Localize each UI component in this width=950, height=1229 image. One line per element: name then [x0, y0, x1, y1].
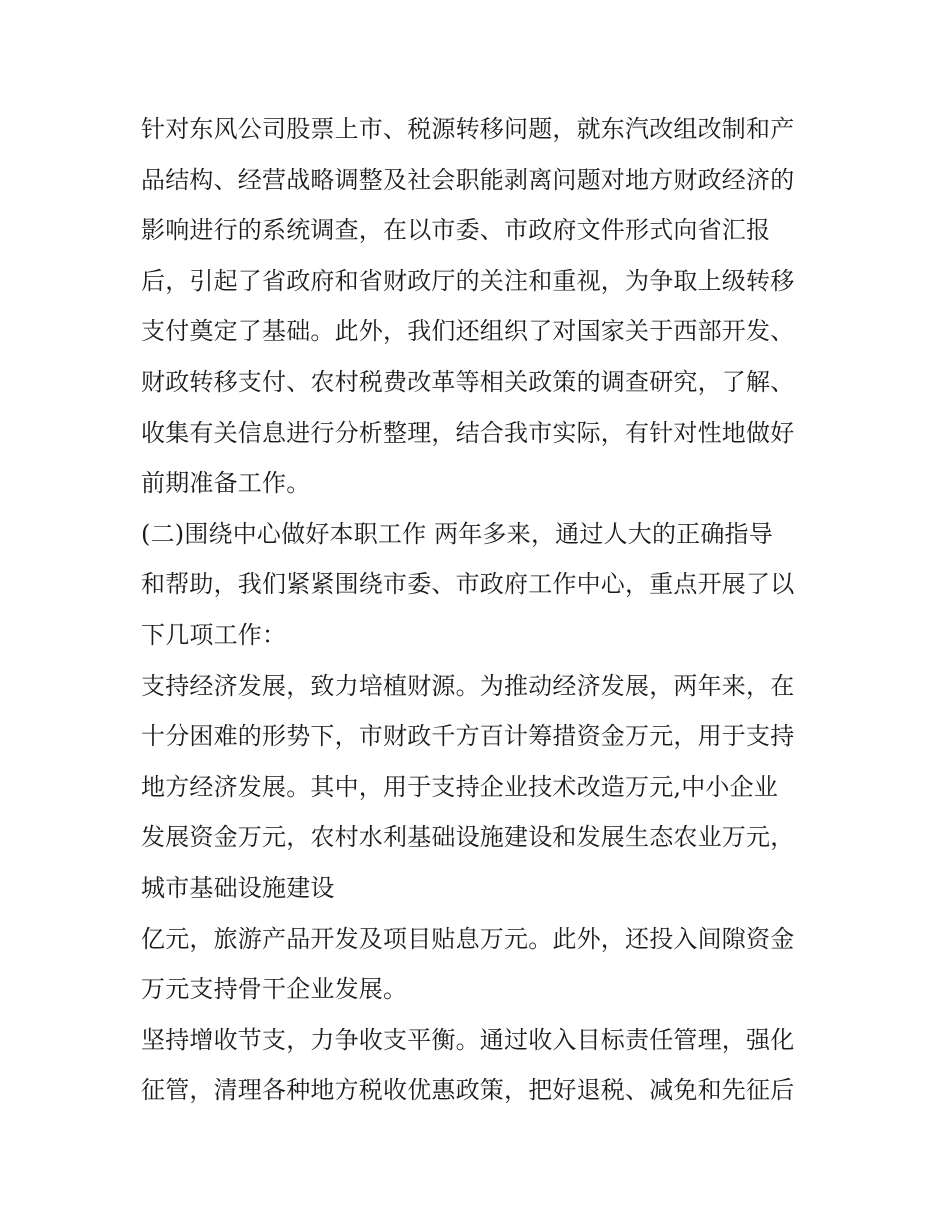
text-line: 亿元，旅游产品开发及项目贴息万元。此外，还投入间隙资金: [141, 924, 795, 953]
text-line: 下几项工作：: [141, 620, 287, 649]
section-heading-line: (二)围绕中心做好本职工作 两年多来，通过人大的正确指导: [141, 519, 773, 548]
text-line: 坚持增收节支，力争收支平衡。通过收入目标责任管理，强化: [141, 1025, 795, 1054]
text-line: 发展资金万元，农村水利基础设施建设和发展生态农业万元，: [141, 823, 795, 852]
text-line: 针对东风公司股票上市、税源转移问题，就东汽改组改制和产: [141, 115, 795, 143]
text-line: 后，引起了省政府和省财政厅的关注和重视，为争取上级转移: [141, 266, 795, 295]
text-line: 收集有关信息进行分析整理，结合我市实际，有针对性地做好: [141, 418, 795, 447]
text-line: 十分困难的形势下，市财政千方百计筹措资金万元，用于支持: [141, 722, 795, 751]
text-line: 品结构、经营战略调整及社会职能剥离问题对地方财政经济的: [141, 165, 795, 194]
text-line: 影响进行的系统调查，在以市委、市政府文件形式向省汇报: [141, 216, 771, 245]
text-line: 和帮助，我们紧紧围绕市委、市政府工作中心，重点开展了以: [141, 570, 795, 599]
text-line: 前期准备工作。: [141, 469, 311, 498]
text-line: 征管，清理各种地方税收优惠政策，把好退税、减免和先征后: [141, 1076, 795, 1105]
text-line: 万元支持骨干企业发展。: [141, 975, 408, 1004]
text-line: 地方经济发展。其中，用于支持企业技术改造万元,中小企业: [141, 772, 779, 801]
text-line: 支付奠定了基础。此外，我们还组织了对国家关于西部开发、: [141, 317, 795, 346]
text-line: 城市基础设施建设: [141, 873, 335, 902]
text-line: 支持经济发展，致力培植财源。为推动经济发展，两年来，在: [141, 671, 795, 700]
text-line: 财政转移支付、农村税费改革等相关政策的调查研究，了解、: [141, 367, 795, 396]
